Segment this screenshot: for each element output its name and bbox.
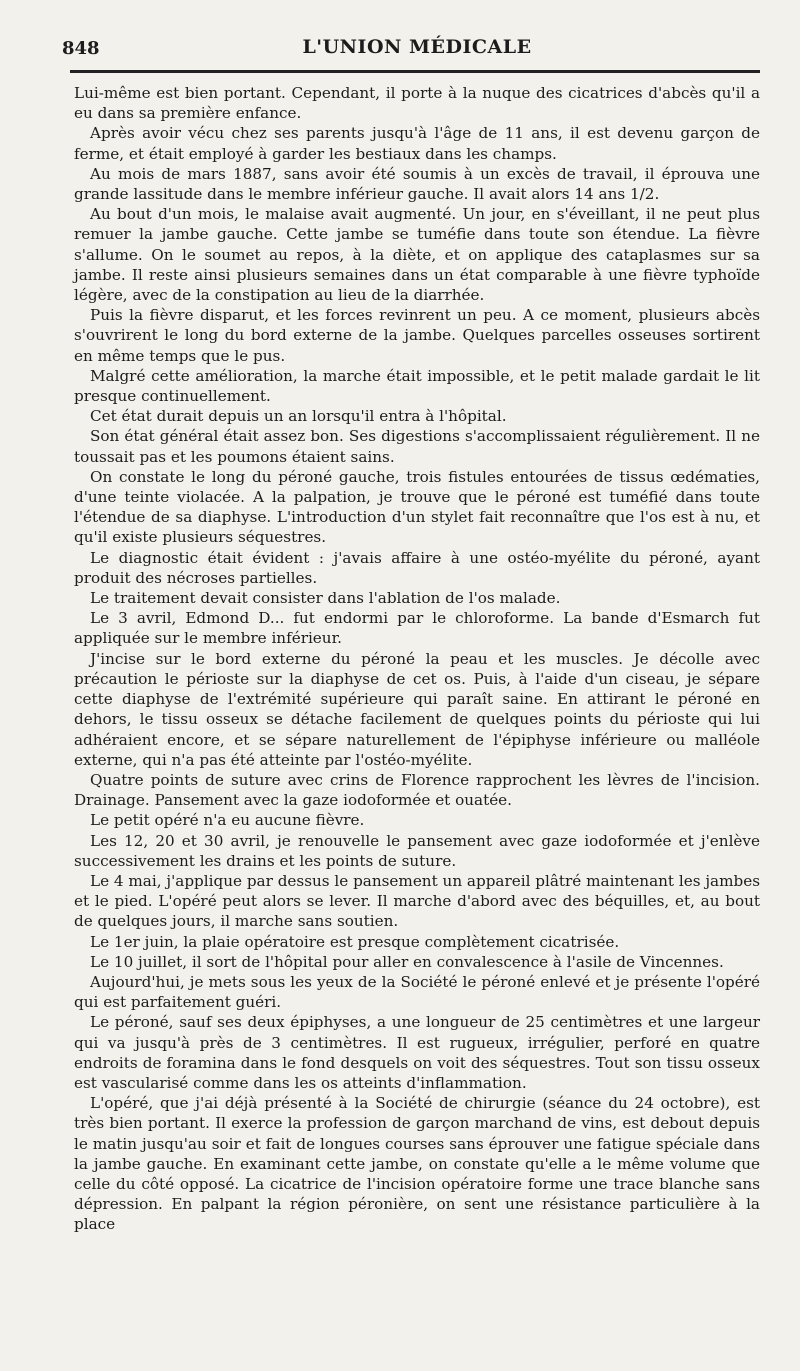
paragraph: Puis la fièvre disparut, et les forces revinrent un peu. A ce moment, plusieurs abcès s'ouvrirent le long du bord externe de la jambe. Quelques parcelles osseuses sortirent en même temps que le pus.	[74, 306, 760, 365]
body-text	[74, 83, 760, 1235]
paragraph: Le 3 avril, Edmond D... fut endormi par le chloroforme. La bande d'Esmarch fut appliquée sur le membre inférieur.	[74, 609, 760, 648]
running-title: L'UNION MÉDICALE	[302, 36, 532, 58]
paragraph: Quatre points de suture avec crins de Florence rapprochent les lèvres de l'incision. Drainage. Pansement avec la gaze iodoformée et ouatée.	[74, 770, 760, 810]
header-rule	[70, 70, 760, 73]
paragraph: Le 1er juin, la plaie opératoire est presque complètement cicatrisée.	[90, 932, 620, 951]
paragraph: Le péroné, sauf ses deux épiphyses, a une longueur de 25 centimètres et une largeur qui va jusqu'à près de 3 centimètres. Il est rugueux, irrégulier, perforé en quatre endroits de foramina dans le fond desquels on voit des séquestres. Tout son tissu osseux est vascularisé comme dans les os atteints d'inflammation.	[74, 1013, 760, 1092]
paragraph: Les 12, 20 et 30 avril, je renouvelle le pansement avec gaze iodoformée et j'enlève successivement les drains et les points de suture.	[74, 831, 760, 870]
paragraph: Au bout d'un mois, le malaise avait augmenté. Un jour, en s'éveillant, il ne peut plus remuer la jambe gauche. Cette jambe se tuméfie dans toute son étendue. La fièvre s'allume. On le soumet au repos, à la diète, et on applique des cataplasmes sur sa jambe. Il reste ainsi plusieurs semaines dans un état comparable à une fièvre typhoïde légère, avec de la constipation au lieu de la diarrhée.	[74, 205, 760, 305]
paragraph: On constate le long du péroné gauche, trois fistules entourées de tissus œdématies, d'une teinte violacée. A la palpation, je trouve que le péroné est tuméfié dans toute l'étendue de sa diaphyse. L'introduction d'un stylet fait reconnaître que l'os est à nu, et qu'il existe plusieurs séquestres.	[74, 467, 760, 547]
paragraph: Le traitement devait consister dans l'ablation de l'os malade.	[90, 589, 561, 608]
paragraph: Lui-même est bien portant. Cependant, il porte à la nuque des cicatrices d'abcès qu'il a eu dans sa première enfance.	[74, 84, 760, 123]
paragraph: Après avoir vécu chez ses parents jusqu'à l'âge de 11 ans, il est devenu garçon de ferme, et était employé à garder les bestiaux dans les champs.	[74, 124, 760, 163]
paragraph: Le diagnostic était évident : j'avais affaire à une ostéo-myélite du péroné, ayant produit des nécroses partielles.	[74, 548, 760, 587]
paragraph: Cet état durait depuis un an lorsqu'il entra à l'hôpital.	[90, 407, 507, 426]
paragraph: Le 10 juillet, il sort de l'hôpital pour aller en convalescence à l'asile de Vincennes.	[90, 952, 724, 971]
paragraph: Malgré cette amélioration, la marche était impossible, et le petit malade gardait le lit presque continuellement.	[74, 366, 760, 406]
paragraph: J'incise sur le bord externe du péroné la peau et les muscles. Je décolle avec précaution le périoste sur la diaphyse de cet os. Puis, à l'aide d'un ciseau, je sépare cette diaphyse de l'extrémité supérieure qui paraît saine. En attirant le péroné en dehors, le tissu osseux se détache facilement de quelques points du périoste qui lui adhéraient encore, et se sépare naturellement de l'épiphyse inférieure ou malléole externe, qui n'a pas été atteinte par l'ostéo-myélite.	[74, 649, 760, 769]
paragraph: Aujourd'hui, je mets sous les yeux de la Société le péroné enlevé et je présente l'opéré qui est parfaitement guéri.	[74, 972, 760, 1012]
paragraph: Le 4 mai, j'applique par dessus le pansement un appareil plâtré maintenant les jambes et le pied. L'opéré peut alors se lever. Il marche d'abord avec des béquilles, et, au bout de quelques jours, il marche sans soutien.	[74, 871, 760, 931]
paragraph: Son état général était assez bon. Ses digestions s'accomplissaient régulièrement. Il ne toussait pas et les poumons étaient sains.	[74, 427, 760, 466]
paragraph: L'opéré, que j'ai déjà présenté à la Société de chirurgie (séance du 24 octobre), est très bien portant. Il exerce la profession de garçon marchand de vins, est debout depuis le matin jusqu'au soir et fait de longues courses sans éprouver une fatigue spéciale dans la jambe gauche. En examinant cette jambe, on constate qu'elle a le même volume que celle du côté opposé. La cicatrice de l'incision opératoire forme une trace blanche sans dépression. En palpant la région péronière, on sent une résistance particulière à la place	[74, 1094, 760, 1234]
page-number: 848	[62, 38, 100, 59]
page-header	[62, 30, 760, 66]
paragraph: Au mois de mars 1887, sans avoir été soumis à un excès de travail, il éprouva une grande lassitude dans le membre inférieur gauche. Il avait alors 14 ans 1/2.	[74, 164, 760, 204]
paragraph: Le petit opéré n'a eu aucune fièvre.	[90, 811, 365, 830]
